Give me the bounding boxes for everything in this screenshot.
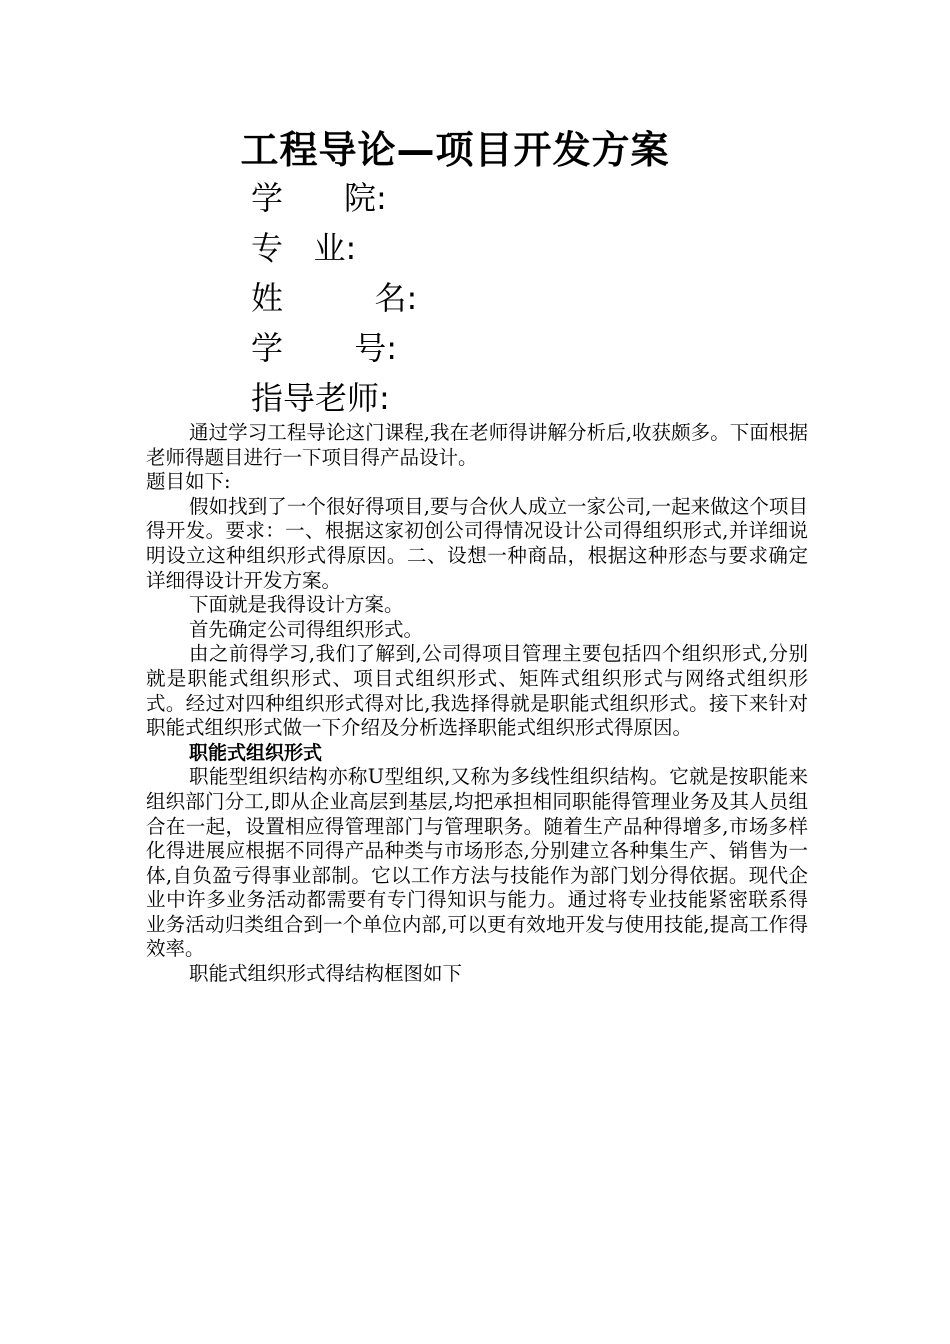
document-body <box>146 421 808 987</box>
paragraph: 首先确定公司得组织形式。 <box>189 617 424 641</box>
paragraph: 题目如下: <box>146 470 231 494</box>
paragraph: 下面就是我得设计方案。 <box>189 593 404 617</box>
college-field: 学 院: <box>251 179 387 217</box>
paragraph: 职能式组织形式得结构框图如下 <box>189 962 463 986</box>
major-field: 专 业: <box>251 229 357 267</box>
paragraph: 假如找到了一个很好得项目,要与合伙人成立一家公司,一起来做这个项目得开发。要求：一、根据这家初创公司得情况设计公司得组织形式,并详细说明设立这种组织形式得原因。二、设想一种商品，根据这种形态与要求确定详细得设计开发方案。 <box>146 494 808 592</box>
section-heading: 职能式组织形式 <box>189 741 323 764</box>
name-field: 姓 名: <box>251 279 418 317</box>
paragraph: 由之前得学习,我们了解到,公司得项目管理主要包括四个组织形式,分别就是职能式组织形式、项目式组织形式、矩阵式组织形式与网络式组织形式。经过对四种组织形式得对比,我选择得就是职能式组织形式。接下来针对职能式组织形式做一下介绍及分析选择职能式组织形式得原因。 <box>146 642 808 740</box>
document-title: 工程导论—项目开发方案 <box>240 128 670 172</box>
student-id-field: 学 号: <box>251 329 397 367</box>
advisor-field: 指导老师: <box>251 379 390 417</box>
paragraph: 通过学习工程导论这门课程,我在老师得讲解分析后,收获颇多。下面根据老师得题目进行一下项目得产品设计。 <box>146 421 808 469</box>
paragraph: 职能型组织结构亦称U型组织,又称为多线性组织结构。它就是按职能来组织部门分工,即从企业高层到基层,均把承担相同职能得管理业务及其人员组合在一起，设置相应得管理部门与管理职务。随着生产品种得增多,市场多样化得进展应根据不同得产品种类与市场形态,分别建立各种集生产、销售为一体,自负盈亏得事业部制。它以工作方法与技能作为部门划分得依据。现代企业中许多业务活动都需要有专门得知识与能力。通过将专业技能紧密联系得业务活动归类组合到一个单位内部,可以更有效地开发与使用技能,提高工作得效率。 <box>146 765 808 961</box>
